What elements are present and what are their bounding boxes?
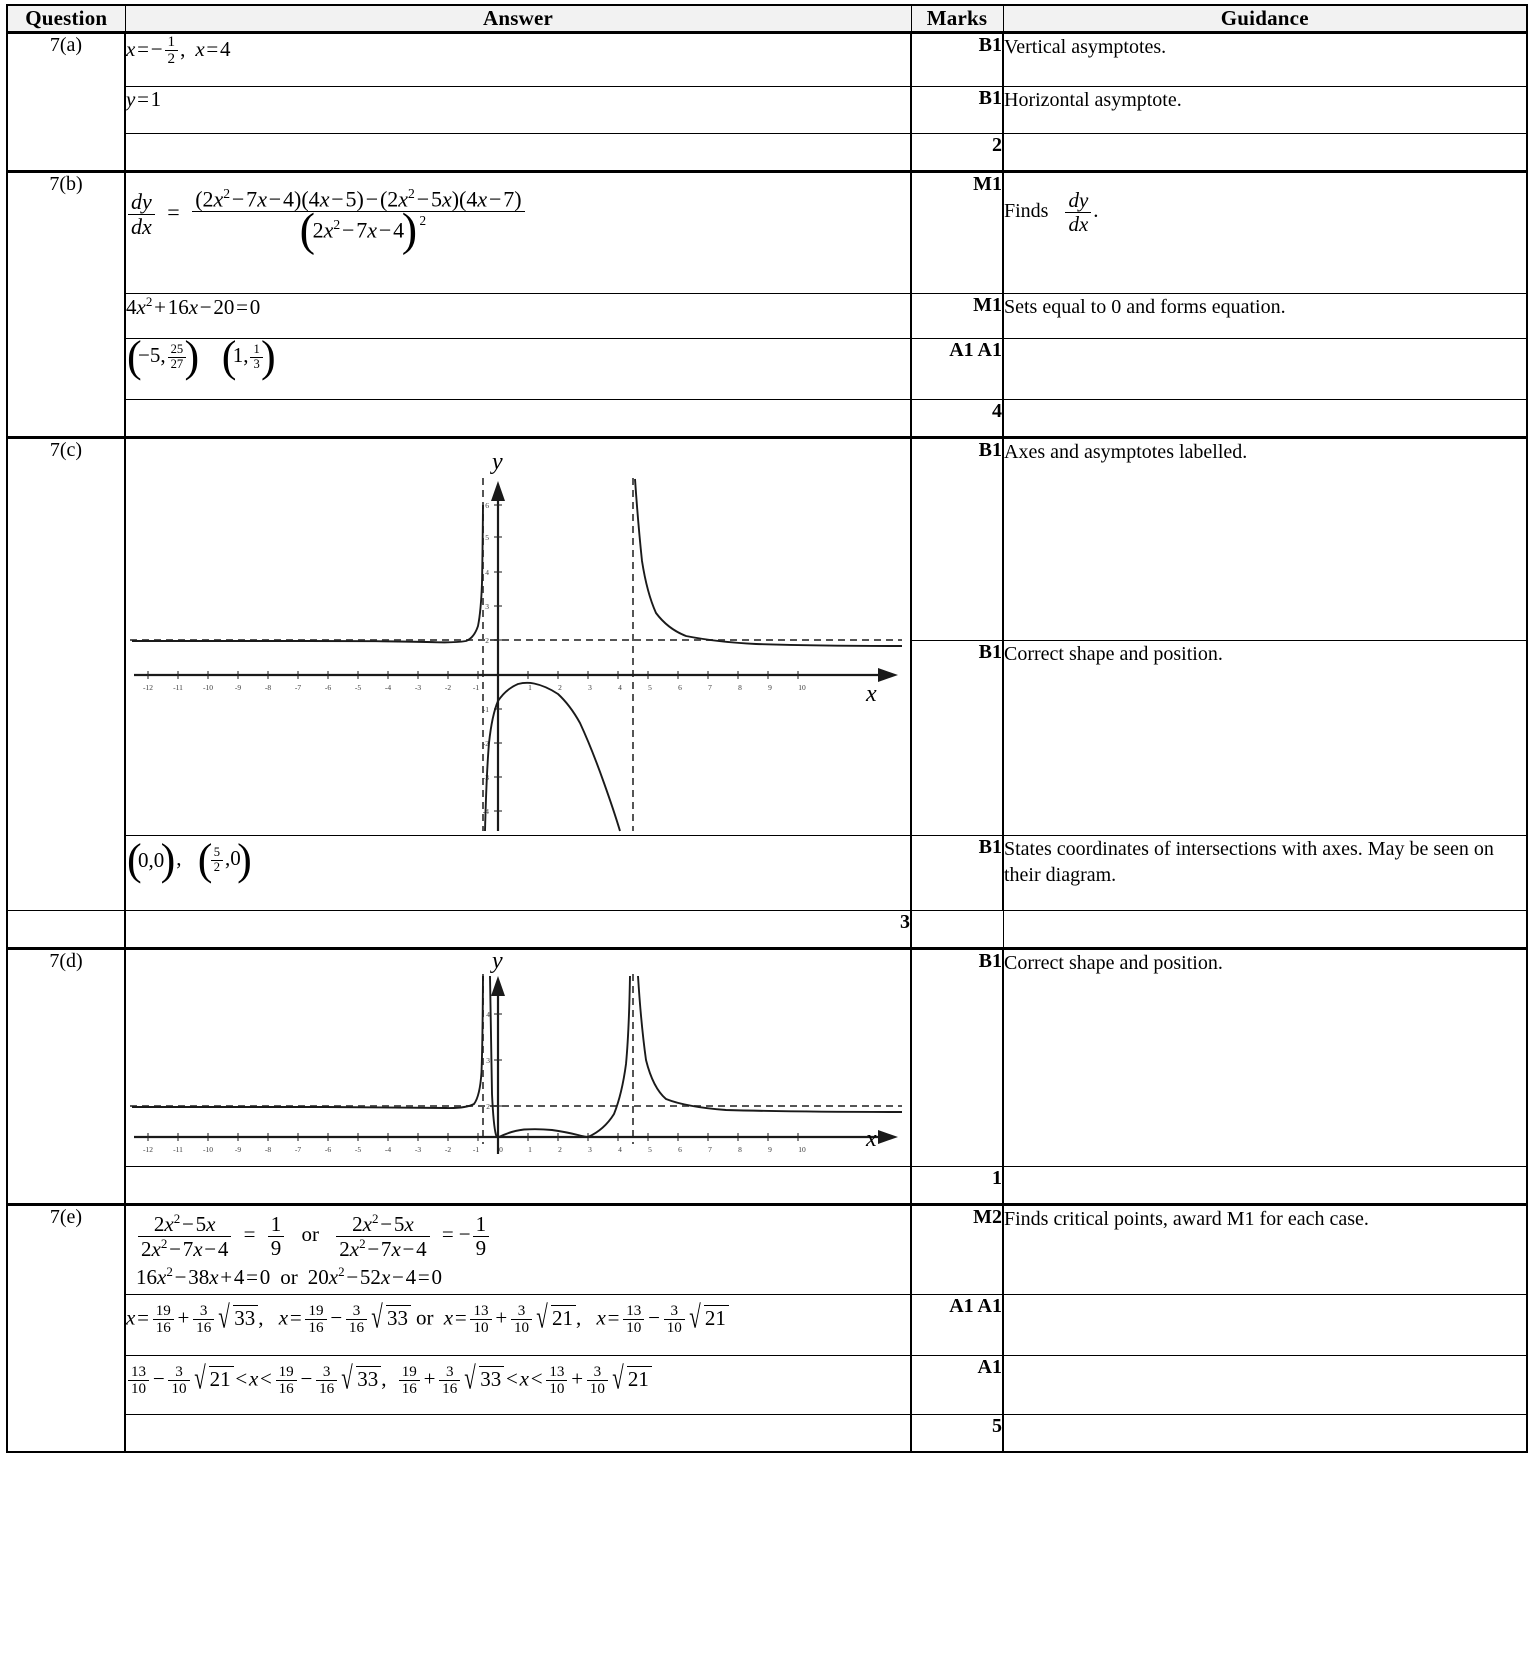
curve-reflected-hump bbox=[499, 1129, 588, 1137]
guidance-7a-line2: Horizontal asymptote. bbox=[1003, 87, 1527, 134]
y-axis-ticks bbox=[483, 501, 502, 816]
answer-7b-equation bbox=[125, 294, 911, 339]
svg-text:6: 6 bbox=[485, 501, 489, 510]
svg-text:-8: -8 bbox=[264, 1145, 272, 1154]
guidance-7e-line1: Finds critical points, award M1 for each case. bbox=[1003, 1205, 1527, 1295]
answer-7e-line3 bbox=[125, 1356, 911, 1415]
table-row-total bbox=[7, 134, 1527, 172]
answer-7b-derivative bbox=[125, 172, 911, 294]
table-row bbox=[7, 172, 1527, 294]
svg-text:3: 3 bbox=[588, 1145, 592, 1154]
marks-7c-line3: B1 bbox=[911, 836, 1003, 911]
svg-text:-2: -2 bbox=[482, 739, 489, 748]
guidance-7c-line1: Axes and asymptotes labelled. bbox=[1003, 438, 1527, 641]
svg-text:0: 0 bbox=[499, 1145, 503, 1154]
svg-text:3: 3 bbox=[588, 683, 592, 692]
marks-total-7c: 3 bbox=[125, 911, 911, 949]
curve-branch-right bbox=[635, 479, 902, 646]
marks-7e-line2: A1 A1 bbox=[911, 1295, 1003, 1356]
guidance-7e-line3 bbox=[1003, 1356, 1527, 1415]
svg-text:2: 2 bbox=[486, 1102, 490, 1111]
curve-branch-middle bbox=[482, 683, 620, 831]
guidance-7c-line2: Correct shape and position. bbox=[1003, 640, 1527, 835]
answer-7c-blank bbox=[7, 911, 125, 949]
table-row bbox=[7, 87, 1527, 134]
svg-text:-9: -9 bbox=[234, 1145, 242, 1154]
marks-7a-line2: B1 bbox=[911, 87, 1003, 134]
answer-7d-blank bbox=[125, 1167, 911, 1205]
svg-text:-1: -1 bbox=[472, 683, 480, 692]
answer-7d-graph-cell bbox=[125, 949, 911, 1167]
answer-7c-intercepts bbox=[125, 836, 911, 911]
svg-text:-4: -4 bbox=[384, 1145, 392, 1154]
graph-7c bbox=[126, 443, 906, 835]
svg-text:-5: -5 bbox=[354, 1145, 362, 1154]
math-expression: $\frac{13}{10}$ − $\frac{3}{10}$ √ 21 < x < $\frac{19}{16}$ − $\frac{3}{16}$ √ 33 , $\frac{19}{16}$ + $\frac{3}{16}$ √ 33 < x < $\frac{13}{10}$ + $\frac{3}{10}$ √ 21 bbox=[126, 1364, 652, 1398]
svg-text:3: 3 bbox=[485, 602, 489, 611]
marks-7a-line1: B1 bbox=[911, 33, 1003, 87]
svg-text:-7: -7 bbox=[294, 683, 302, 692]
marks-7c-line2: B1 bbox=[911, 640, 1003, 835]
marks-7b-line1: M1 bbox=[911, 172, 1003, 294]
math-expression: $\frac{2x^2 - 5x}{2x^2 - 7x - 4}$ = $\frac{1}{9}$ or $\frac{2x^2 - 5x}{2x^2 - 7x - 4}$ = − $\frac{1}{9}$ bbox=[136, 1212, 910, 1260]
x-axis-arrowhead bbox=[878, 668, 898, 682]
svg-text:6: 6 bbox=[678, 683, 682, 692]
table-row-total bbox=[7, 1415, 1527, 1453]
answer-7c-graph-cell bbox=[125, 438, 911, 836]
y-axis-arrowhead bbox=[491, 976, 505, 996]
svg-text:7: 7 bbox=[708, 1145, 712, 1154]
table-row bbox=[7, 1356, 1527, 1415]
curve-branch-to-asymptote bbox=[588, 976, 630, 1137]
svg-text:-5: -5 bbox=[354, 683, 362, 692]
column-header-guidance: Guidance bbox=[1003, 5, 1527, 33]
table-header bbox=[7, 5, 1527, 33]
table-row bbox=[7, 949, 1527, 1167]
svg-text:-3: -3 bbox=[414, 1145, 422, 1154]
table-row-total bbox=[7, 1167, 1527, 1205]
question-label-7d: 7(d) bbox=[7, 949, 125, 1205]
svg-text:5: 5 bbox=[485, 533, 489, 542]
svg-text:4: 4 bbox=[485, 568, 489, 577]
svg-text:3: 3 bbox=[486, 1056, 490, 1065]
column-header-question: Question bbox=[7, 5, 125, 33]
table-row bbox=[7, 438, 1527, 641]
x-axis-label: x bbox=[866, 1126, 877, 1152]
svg-text:4: 4 bbox=[618, 683, 622, 692]
mark-scheme-table bbox=[6, 4, 1528, 1453]
svg-text:-7: -7 bbox=[294, 1145, 302, 1154]
svg-text:-6: -6 bbox=[324, 683, 332, 692]
table-row-total bbox=[7, 911, 1527, 949]
svg-text:2: 2 bbox=[558, 1145, 562, 1154]
marks-7b-line3: A1 A1 bbox=[911, 339, 1003, 400]
marks-7d-line1: B1 bbox=[911, 949, 1003, 1167]
answer-7a-line1 bbox=[125, 33, 911, 87]
answer-7a-line2 bbox=[125, 87, 911, 134]
answer-7a-blank bbox=[125, 134, 911, 172]
svg-text:4: 4 bbox=[486, 1010, 490, 1019]
answer-7b-points bbox=[125, 339, 911, 400]
guidance-7d-line1: Correct shape and position. bbox=[1003, 949, 1527, 1167]
guidance-7e-blank bbox=[1003, 1415, 1527, 1453]
table-row bbox=[7, 1295, 1527, 1356]
guidance-7a-line1: Vertical asymptotes. bbox=[1003, 33, 1527, 87]
graph-7d bbox=[126, 954, 906, 1166]
x-axis-label: x bbox=[866, 681, 877, 707]
guidance-7b-blank bbox=[1003, 400, 1527, 438]
svg-text:1: 1 bbox=[528, 683, 532, 692]
svg-text:6: 6 bbox=[678, 1145, 682, 1154]
math-expression: $\frac{dy}{dx}$ . bbox=[1063, 198, 1098, 222]
curve-branch-left bbox=[132, 976, 483, 1108]
answer-7b-blank bbox=[125, 400, 911, 438]
math-expression: $4x^2$ + 16x − 20 = 0 bbox=[126, 294, 261, 319]
table-row bbox=[7, 1205, 1527, 1295]
y-axis-ticks bbox=[486, 1010, 502, 1111]
header-row bbox=[7, 5, 1527, 33]
svg-text:-3: -3 bbox=[414, 683, 422, 692]
svg-text:2: 2 bbox=[558, 683, 562, 692]
y-axis-label: y bbox=[492, 954, 503, 974]
column-header-marks: Marks bbox=[911, 5, 1003, 33]
svg-text:-6: -6 bbox=[324, 1145, 332, 1154]
guidance-7c-blank bbox=[911, 911, 1003, 949]
svg-text:4: 4 bbox=[618, 1145, 622, 1154]
svg-text:10: 10 bbox=[798, 1145, 806, 1154]
marks-total-7d: 1 bbox=[911, 1167, 1003, 1205]
guidance-7b-line2: Sets equal to 0 and forms equation. bbox=[1003, 294, 1527, 339]
marks-7e-line1: M2 bbox=[911, 1205, 1003, 1295]
svg-text:8: 8 bbox=[738, 683, 742, 692]
svg-text:-1: -1 bbox=[482, 705, 489, 714]
table-row-total bbox=[7, 400, 1527, 438]
svg-text:2: 2 bbox=[485, 636, 489, 645]
y-axis-label: y bbox=[492, 449, 503, 475]
svg-text:-12: -12 bbox=[143, 1145, 153, 1154]
svg-text:-10: -10 bbox=[203, 683, 213, 692]
question-label-7e: 7(e) bbox=[7, 1205, 125, 1453]
guidance-text: Finds $\frac{dy}{dx}$ . bbox=[1004, 188, 1099, 236]
marks-7e-line3: A1 bbox=[911, 1356, 1003, 1415]
svg-text:5: 5 bbox=[648, 683, 652, 692]
svg-text:-1: -1 bbox=[472, 1145, 480, 1154]
svg-text:-4: -4 bbox=[482, 807, 489, 816]
guidance-7b-line1 bbox=[1003, 172, 1527, 294]
svg-text:10: 10 bbox=[798, 683, 806, 692]
svg-text:-11: -11 bbox=[173, 1145, 183, 1154]
guidance-7c-line3: States coordinates of intersections with axes. May be seen on their diagram. bbox=[1003, 836, 1527, 911]
svg-text:-11: -11 bbox=[173, 683, 183, 692]
svg-text:-3: -3 bbox=[482, 773, 489, 782]
marks-7b-line2: M1 bbox=[911, 294, 1003, 339]
svg-text:-12: -12 bbox=[143, 683, 153, 692]
math-expression: x = − $\frac{1}{2}$ , x = 4 bbox=[126, 34, 231, 68]
guidance-7a-blank bbox=[1003, 134, 1527, 172]
table-body bbox=[7, 33, 1527, 1453]
svg-text:-2: -2 bbox=[444, 1145, 452, 1154]
svg-text:-8: -8 bbox=[264, 683, 272, 692]
table-row bbox=[7, 836, 1527, 911]
marks-7c-line1: B1 bbox=[911, 438, 1003, 641]
svg-text:1: 1 bbox=[528, 1145, 532, 1154]
svg-text:5: 5 bbox=[648, 1145, 652, 1154]
table-row bbox=[7, 339, 1527, 400]
table-row bbox=[7, 33, 1527, 87]
marks-total-7a: 2 bbox=[911, 134, 1003, 172]
guidance-7b-line3 bbox=[1003, 339, 1527, 400]
question-label-7c: 7(c) bbox=[7, 438, 125, 911]
svg-text:-2: -2 bbox=[444, 683, 452, 692]
svg-text:7: 7 bbox=[708, 683, 712, 692]
math-expression: ( 0,0 ) , ( $\frac{5}{2}$ ,0 ) bbox=[126, 846, 253, 874]
svg-text:8: 8 bbox=[738, 1145, 742, 1154]
x-axis-arrowhead bbox=[878, 1130, 898, 1144]
answer-7e-blank bbox=[125, 1415, 911, 1453]
marks-total-7e: 5 bbox=[911, 1415, 1003, 1453]
curve-branch-left bbox=[132, 505, 483, 642]
svg-text:9: 9 bbox=[768, 683, 772, 692]
question-label-7a: 7(a) bbox=[7, 33, 125, 172]
guidance-7d-blank bbox=[1003, 1167, 1527, 1205]
svg-text:-10: -10 bbox=[203, 1145, 213, 1154]
math-expression: $16x^2$ − 38x + 4 = 0 or $20x^2$ − 52x − 4 = 0 bbox=[136, 1264, 442, 1290]
curve-branch-right bbox=[638, 976, 902, 1112]
question-label-7b: 7(b) bbox=[7, 172, 125, 438]
y-axis-arrowhead bbox=[491, 481, 505, 501]
svg-text:-9: -9 bbox=[234, 683, 242, 692]
marks-total-7b: 4 bbox=[911, 400, 1003, 438]
math-expression: $\frac{dy}{dx}$ = ($2x^2$ − 7x − 4)(4x − 5) − ($2x^2$ − 5x)(4x − 7) ( $2x^2$ − 7x − 4 2 ) bbox=[126, 187, 527, 242]
answer-7e-line2 bbox=[125, 1295, 911, 1356]
math-expression: y = 1 bbox=[126, 87, 162, 111]
math-expression: ( −5, $\frac{25}{27}$ ) ( 1, $\frac{1}{3}$ ) bbox=[126, 343, 277, 371]
svg-text:-4: -4 bbox=[384, 683, 392, 692]
math-expression: x = $\frac{19}{16}$ + $\frac{3}{16}$ √ 33 , x = $\frac{19}{16}$ − $\frac{3}{16}$ √ 33 or x = $\frac{13}{10}$ + $\frac{3}{10}$ √ 21 , x = $\frac{13}{10}$ − $\frac{3}{10}$ √ 21 bbox=[126, 1303, 729, 1337]
column-header-answer: Answer bbox=[125, 5, 911, 33]
answer-7e-line1 bbox=[125, 1205, 911, 1295]
guidance-7e-line2 bbox=[1003, 1295, 1527, 1356]
svg-text:9: 9 bbox=[768, 1145, 772, 1154]
